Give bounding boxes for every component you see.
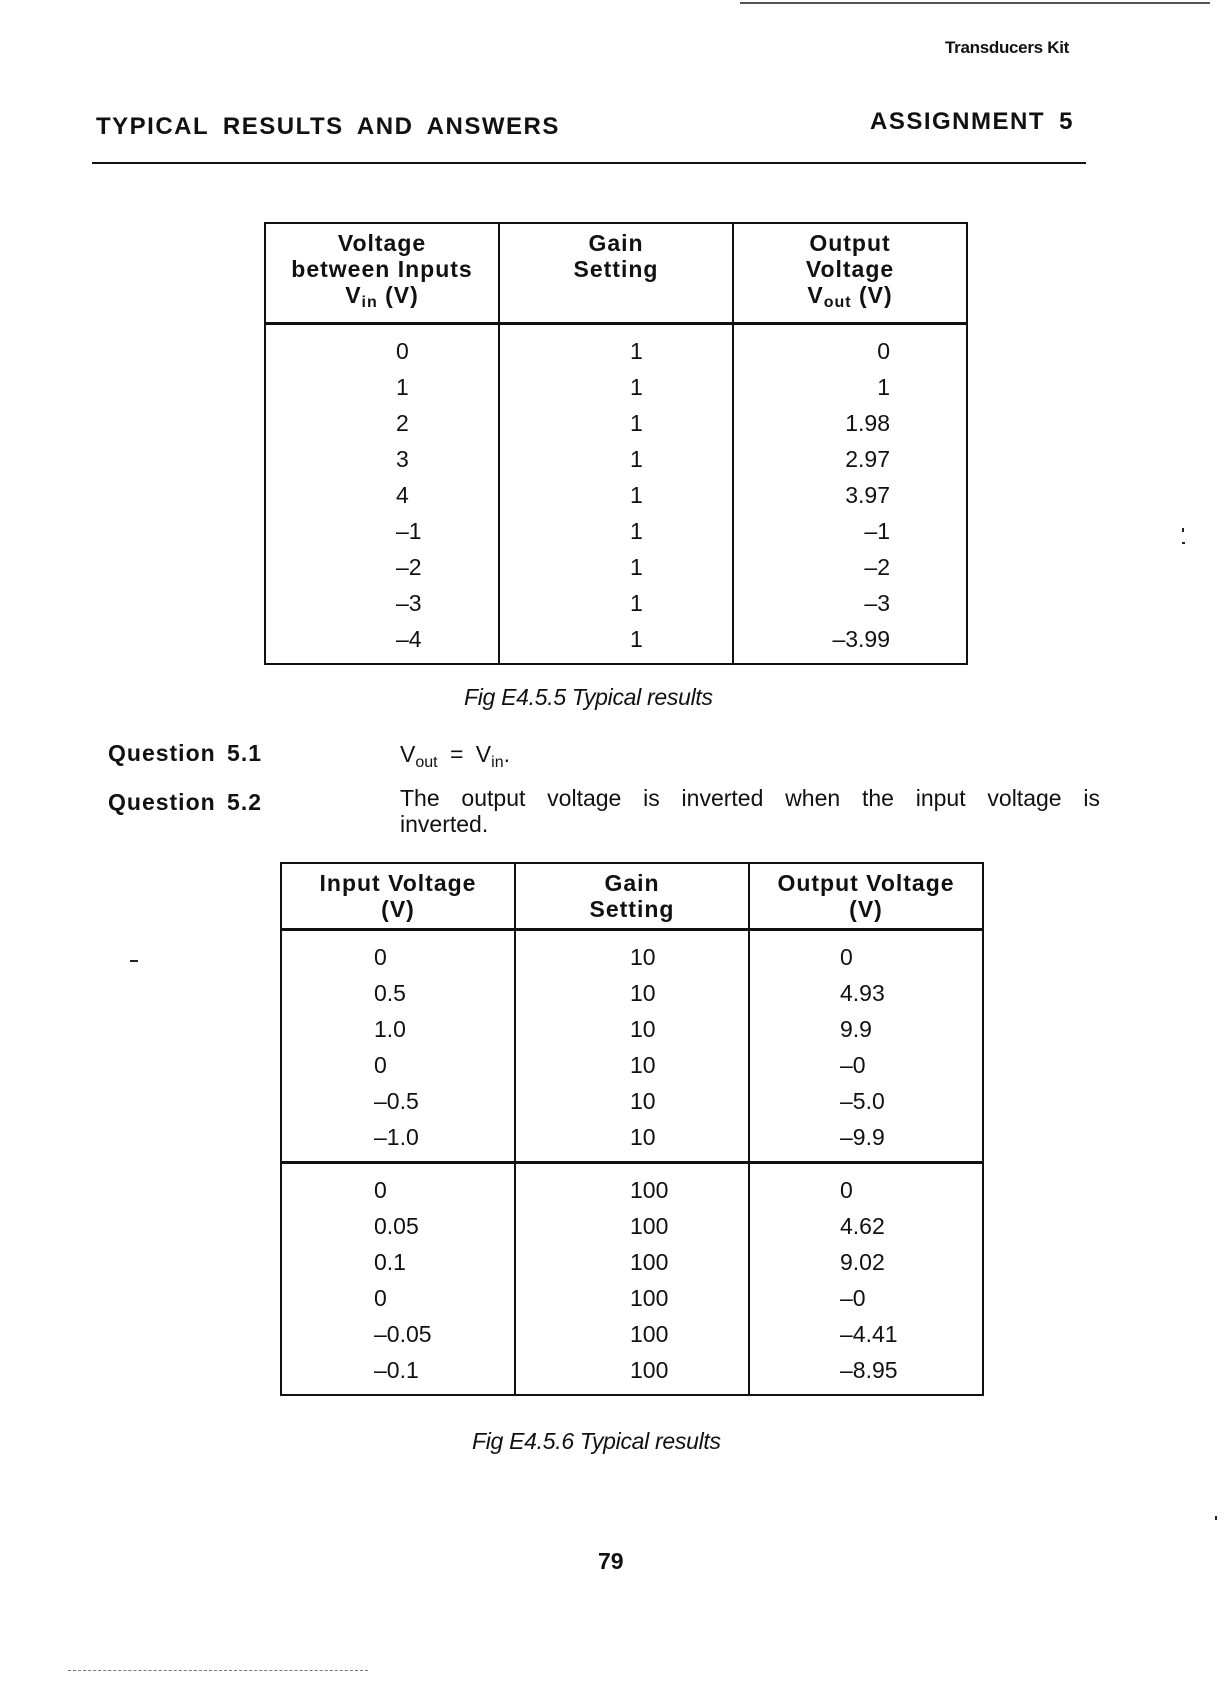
table-row — [281, 975, 983, 1011]
table-row — [265, 369, 967, 405]
table-cell: –0 — [749, 1280, 983, 1316]
table-cell: 10 — [515, 1083, 749, 1119]
table-cell: 0 — [733, 324, 967, 370]
table-row — [265, 621, 967, 664]
table-cell: –0.05 — [281, 1316, 515, 1352]
table-row — [281, 1352, 983, 1395]
table-cell: –3.99 — [733, 621, 967, 664]
column-header-gain-setting: Gain Setting — [499, 223, 733, 324]
table-cell: 4 — [265, 477, 499, 513]
table-cell: 0 — [281, 930, 515, 976]
question-5-2-answer: The output voltage is inverted when the input voltage is inverted. — [400, 785, 1100, 837]
table-cell: 4.62 — [749, 1208, 983, 1244]
table-body — [265, 324, 967, 665]
column-header-output-voltage: Output Voltage $V_{out}$ (V) — [733, 223, 967, 324]
table-row — [281, 1208, 983, 1244]
table-cell: –5.0 — [749, 1083, 983, 1119]
table-cell: 0 — [281, 1047, 515, 1083]
table-row — [281, 1280, 983, 1316]
scan-speck — [1215, 1516, 1217, 1520]
table-row — [265, 513, 967, 549]
table-cell: 100 — [515, 1163, 749, 1209]
table-cell: 4.93 — [749, 975, 983, 1011]
table-cell: 0.1 — [281, 1244, 515, 1280]
table-cell: –4.41 — [749, 1316, 983, 1352]
table-cell: 2 — [265, 405, 499, 441]
table-cell: 10 — [515, 975, 749, 1011]
table-cell: 1 — [499, 369, 733, 405]
table-row — [265, 324, 967, 370]
table-row — [265, 549, 967, 585]
table-cell: 0 — [749, 1163, 983, 1209]
question-5-2-label: Question 5.2 — [108, 789, 263, 815]
scan-speck — [1182, 528, 1184, 532]
table-row — [281, 1083, 983, 1119]
column-header-output-voltage: Output Voltage (V) — [749, 863, 983, 930]
table-cell: 10 — [515, 1011, 749, 1047]
table-body — [281, 930, 983, 1396]
table-cell: 1 — [499, 621, 733, 664]
figure-caption-1: Fig E4.5.5 Typical results — [464, 684, 713, 710]
results-table-1 — [264, 222, 968, 665]
column-header-voltage-between-inputs: Voltage between Inputs $V_{in}$ (V) — [265, 223, 499, 324]
table-cell: 1 — [499, 585, 733, 621]
table-cell: –8.95 — [749, 1352, 983, 1395]
table-cell: –0 — [749, 1047, 983, 1083]
table-cell: –9.9 — [749, 1119, 983, 1163]
table-cell: 3 — [265, 441, 499, 477]
top-rule — [740, 2, 1210, 4]
table-cell: 3.97 — [733, 477, 967, 513]
page-number: 79 — [598, 1548, 624, 1574]
table-row — [281, 1047, 983, 1083]
table-cell: –0.1 — [281, 1352, 515, 1395]
results-table-2 — [280, 862, 984, 1396]
bottom-rule — [68, 1670, 368, 1671]
table-header-row — [265, 223, 967, 324]
table-cell: 10 — [515, 1047, 749, 1083]
table-cell: 1 — [499, 441, 733, 477]
table-row — [281, 1244, 983, 1280]
table-cell: 1 — [499, 549, 733, 585]
table-cell: 1.0 — [281, 1011, 515, 1047]
table-cell: 0.05 — [281, 1208, 515, 1244]
column-header-gain-setting: Gain Setting — [515, 863, 749, 930]
table-cell: 1.98 — [733, 405, 967, 441]
table-row — [281, 1316, 983, 1352]
table-cell: 1 — [733, 369, 967, 405]
scan-speck — [130, 960, 138, 962]
table-cell: 9.9 — [749, 1011, 983, 1047]
table-cell: 9.02 — [749, 1244, 983, 1280]
table-cell: –3 — [265, 585, 499, 621]
kit-label: Transducers Kit — [945, 38, 1069, 57]
table-row — [265, 405, 967, 441]
table-cell: 0.5 — [281, 975, 515, 1011]
table-cell: 1 — [265, 369, 499, 405]
table-row — [281, 1119, 983, 1163]
table-header-row — [281, 863, 983, 930]
table-cell: 10 — [515, 1119, 749, 1163]
table-cell: 1 — [499, 405, 733, 441]
table-cell: 100 — [515, 1316, 749, 1352]
table-cell: –1 — [733, 513, 967, 549]
table-cell: 1 — [499, 477, 733, 513]
table-cell: 100 — [515, 1352, 749, 1395]
table-row — [281, 1163, 983, 1209]
question-5-1-answer: $V_{out} = V_{in}$. — [400, 741, 510, 771]
table-row — [265, 477, 967, 513]
table-cell: –2 — [265, 549, 499, 585]
section-title: TYPICAL RESULTS AND ANSWERS — [96, 113, 560, 140]
table-row — [281, 1011, 983, 1047]
table-cell: 0 — [281, 1280, 515, 1316]
table-cell: –4 — [265, 621, 499, 664]
table-cell: 10 — [515, 930, 749, 976]
figure-caption-2: Fig E4.5.6 Typical results — [472, 1428, 721, 1454]
table-cell: –3 — [733, 585, 967, 621]
column-header-input-voltage: Input Voltage (V) — [281, 863, 515, 930]
table-cell: 2.97 — [733, 441, 967, 477]
question-5-1-label: Question 5.1 — [108, 740, 263, 766]
table-cell: 0 — [281, 1163, 515, 1209]
table-cell: 100 — [515, 1244, 749, 1280]
assignment-label: ASSIGNMENT 5 — [870, 108, 1075, 135]
table-cell: 1 — [499, 324, 733, 370]
table-cell: 100 — [515, 1208, 749, 1244]
table-row — [265, 441, 967, 477]
table-cell: –0.5 — [281, 1083, 515, 1119]
header-rule — [92, 162, 1086, 164]
table-cell: –1 — [265, 513, 499, 549]
table-row — [265, 585, 967, 621]
scan-speck — [1182, 542, 1185, 544]
table-cell: 100 — [515, 1280, 749, 1316]
table-cell: 0 — [749, 930, 983, 976]
table-cell: –1.0 — [281, 1119, 515, 1163]
table-row — [281, 930, 983, 976]
table-cell: 1 — [499, 513, 733, 549]
table-cell: –2 — [733, 549, 967, 585]
table-cell: 0 — [265, 324, 499, 370]
